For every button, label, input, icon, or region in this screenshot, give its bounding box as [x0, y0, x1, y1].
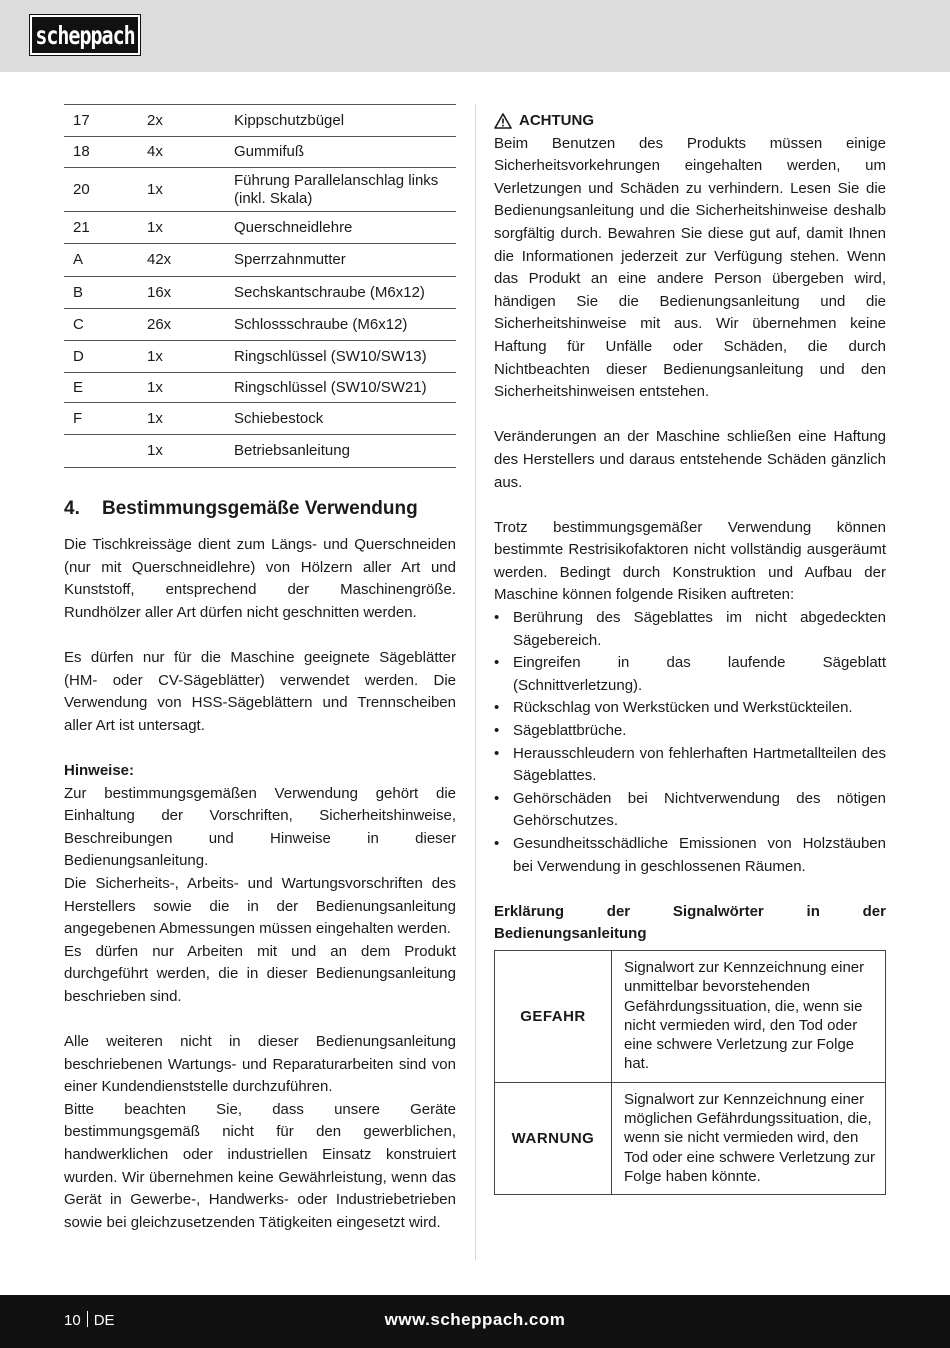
- signal-description: Signalwort zur Kennzeichnung einer möglichen Gefährdungssituation, die, wenn sie nicht vermieden wird, den Tod oder eine schwere Verletzung zur Folge haben könnte.: [612, 1082, 886, 1194]
- scheppach-logo: [30, 15, 140, 55]
- part-number: A: [64, 244, 138, 277]
- part-name: Ringschlüssel (SW10/SW21): [225, 373, 456, 403]
- achtung-heading: [494, 110, 886, 133]
- part-qty: 1x: [138, 403, 225, 435]
- page-language: DE: [93, 1312, 115, 1329]
- section-title: Bestimmungsgemäße Verwendung: [102, 498, 418, 519]
- list-item: • Rückschlag von Werkstücken und Werkstückteilen.: [494, 697, 886, 720]
- part-number: C: [64, 309, 138, 341]
- logo-text: scheppach: [35, 20, 135, 50]
- table-row: [495, 1082, 886, 1194]
- part-number: 17: [64, 105, 138, 137]
- table-row: [64, 373, 456, 403]
- part-number: 18: [64, 137, 138, 168]
- table-row: [64, 244, 456, 277]
- part-qty: 1x: [138, 168, 225, 212]
- paragraph-residual-risks: Trotz bestimmungsgemäßer Verwendung können bestimmte Restrisikofaktoren nicht vollständig ausgeräumt werden. Bedingt durch Konstruktion und Aufbau der Maschine können folgende Risiken auftreten:: [494, 518, 886, 604]
- table-row: [64, 137, 456, 168]
- paragraph-saw-blades: Es dürfen nur für die Maschine geeignete Sägeblätter (HM- oder CV-Sägeblätter) verwendet werden. Die Verwendung von HSS-Sägeblättern und Trennscheiben aller Art ist untersagt.: [64, 648, 456, 734]
- hinweis-1: Zur bestimmungsgemäßen Verwendung gehört die Einhaltung der Vorschriften, Sicherheitshinweise, Beschreibungen und Hinweise in dieser Bedienungsanleitung.: [64, 784, 456, 870]
- hinweis-2: Die Sicherheits-, Arbeits- und Wartungsvorschriften des Herstellers sowie die in der Bedienungsanleitung angegebenen Abmessungen müssen eingehalten werden.: [64, 874, 456, 938]
- part-name: Schiebestock: [225, 403, 456, 435]
- part-qty: 2x: [138, 105, 225, 137]
- part-qty: 42x: [138, 244, 225, 277]
- section-heading: [64, 494, 456, 524]
- part-number: D: [64, 341, 138, 373]
- parts-table: [64, 104, 456, 468]
- table-row: [64, 105, 456, 137]
- list-item: • Gehörschäden bei Nichtverwendung des nötigen Gehörschutzes.: [494, 788, 886, 833]
- list-item: • Herausschleudern von fehlerhaften Hartmetallteilen des Sägeblattes.: [494, 743, 886, 788]
- signal-word: GEFAHR: [495, 950, 612, 1082]
- signal-word: WARNUNG: [495, 1082, 612, 1194]
- part-name: Sechskantschraube (M6x12): [225, 277, 456, 309]
- section-number: 4.: [64, 498, 80, 519]
- part-number: E: [64, 373, 138, 403]
- achtung-label: ACHTUNG: [519, 112, 594, 129]
- paragraph-intended-use: Die Tischkreissäge dient zum Längs- und Querschneiden (nur mit Querschneidlehre) von Hölzern aller Art und Kunststoff, entsprechend der Maschinengröße. Rundhölzer aller Art dürfen nicht geschnitten werden.: [64, 536, 456, 621]
- part-number: F: [64, 403, 138, 435]
- part-number: B: [64, 277, 138, 309]
- page-number: 10: [64, 1312, 81, 1329]
- part-number: 21: [64, 212, 138, 244]
- footer-band: [0, 1295, 950, 1348]
- table-row: [64, 403, 456, 435]
- part-name: Ringschlüssel (SW10/SW13): [225, 341, 456, 373]
- part-number: [64, 435, 138, 468]
- part-qty: 1x: [138, 373, 225, 403]
- list-item: • Berührung des Sägeblattes im nicht abgedeckten Sägebereich.: [494, 607, 886, 652]
- table-row: [64, 168, 456, 212]
- header-band: [0, 0, 950, 72]
- hinweise-label: Hinweise:: [64, 761, 135, 779]
- hinweis-3: Es dürfen nur Arbeiten mit und an dem Produkt durchgeführt werden, die in dieser Bedienungsanleitung beschrieben sind.: [64, 942, 456, 1005]
- list-item: • Sägeblattbrüche.: [494, 720, 886, 743]
- warning-triangle-icon: [494, 113, 512, 129]
- part-name: Betriebsanleitung: [225, 435, 456, 468]
- left-column: [64, 104, 456, 1234]
- paragraph-warranty: Bitte beachten Sie, dass unsere Geräte bestimmungsgemäß nicht für den gewerblichen, handwerklichen oder industriellen Einsatz konstruiert wurden. Wir übernehmen keine Gewährleistung, wenn das Gerät in Gewerbe-, Handwerks- oder Industriebetrieben sowie bei gleichzusetzenden Tätigkeiten eingesetzt wird.: [64, 1100, 456, 1231]
- signal-description: Signalwort zur Kennzeichnung einer unmittelbar bevorstehenden Gefährdungssituation, die, wenn sie nicht vermieden wird, den Tod oder eine schwere Verletzung zur Folge hat.: [612, 950, 886, 1082]
- list-item: • Eingreifen in das laufende Sägeblatt (Schnittverletzung).: [494, 652, 886, 697]
- table-row: [64, 435, 456, 468]
- paragraph-maintenance: Alle weiteren nicht in dieser Bedienungsanleitung beschriebenen Wartungs- und Reparaturarbeiten sind von einer Kundendienststelle durchzuführen.: [64, 1033, 456, 1096]
- right-column: [494, 104, 886, 1195]
- signal-words-title: Erklärung der Signalwörter in der Bedienungsanleitung: [494, 902, 886, 943]
- part-qty: 4x: [138, 137, 225, 168]
- part-qty: 1x: [138, 435, 225, 468]
- part-name: Kippschutzbügel: [225, 105, 456, 137]
- part-name: Schlossschraube (M6x12): [225, 309, 456, 341]
- part-name: Sperrzahnmutter: [225, 244, 456, 277]
- table-row: [64, 309, 456, 341]
- achtung-text: Beim Benutzen des Produkts müssen einige Sicherheitsvorkehrungen eingehalten werden, um Verletzungen und Schäden zu verhindern. Lesen Sie die Bedienungsanleitung und die Sicherheitshinweise deshalb sorgfältig durch. Bewahren Sie diese gut auf, damit Ihnen die Informationen jederzeit zur Verfügung stehen. Wenn das Produkt an eine andere Person übergeben wird, händigen Sie die Bedienungsanleitung und die Sicherheitshinweise mit aus. Wir übernehmen keine Haftung für Unfälle oder Schäden, die durch Nichtbeachten dieser Bedienungsanleitung und den Sicherheitshinweisen entstehen.: [494, 134, 886, 401]
- list-item: • Gesundheitsschädliche Emissionen von Holzstäuben bei Verwendung in geschlossenen Räumen.: [494, 833, 886, 878]
- paragraph-modifications: Veränderungen an der Maschine schließen eine Haftung des Herstellers und daraus entstehende Schäden gänzlich aus.: [494, 428, 886, 491]
- column-divider: [475, 104, 476, 1260]
- part-qty: 16x: [138, 277, 225, 309]
- table-row: [495, 950, 886, 1082]
- signal-words-table: [494, 950, 886, 1195]
- website-url: www.scheppach.com: [384, 1310, 566, 1329]
- part-name: Führung Parallelanschlag links (inkl. Skala): [225, 168, 456, 212]
- part-name: Gummifuß: [225, 137, 456, 168]
- part-name: Querschneidlehre: [225, 212, 456, 244]
- table-row: [64, 212, 456, 244]
- part-qty: 1x: [138, 212, 225, 244]
- table-row: [64, 341, 456, 373]
- part-qty: 26x: [138, 309, 225, 341]
- part-number: 20: [64, 168, 138, 212]
- table-row: [64, 277, 456, 309]
- risk-list: [494, 607, 886, 878]
- part-qty: 1x: [138, 341, 225, 373]
